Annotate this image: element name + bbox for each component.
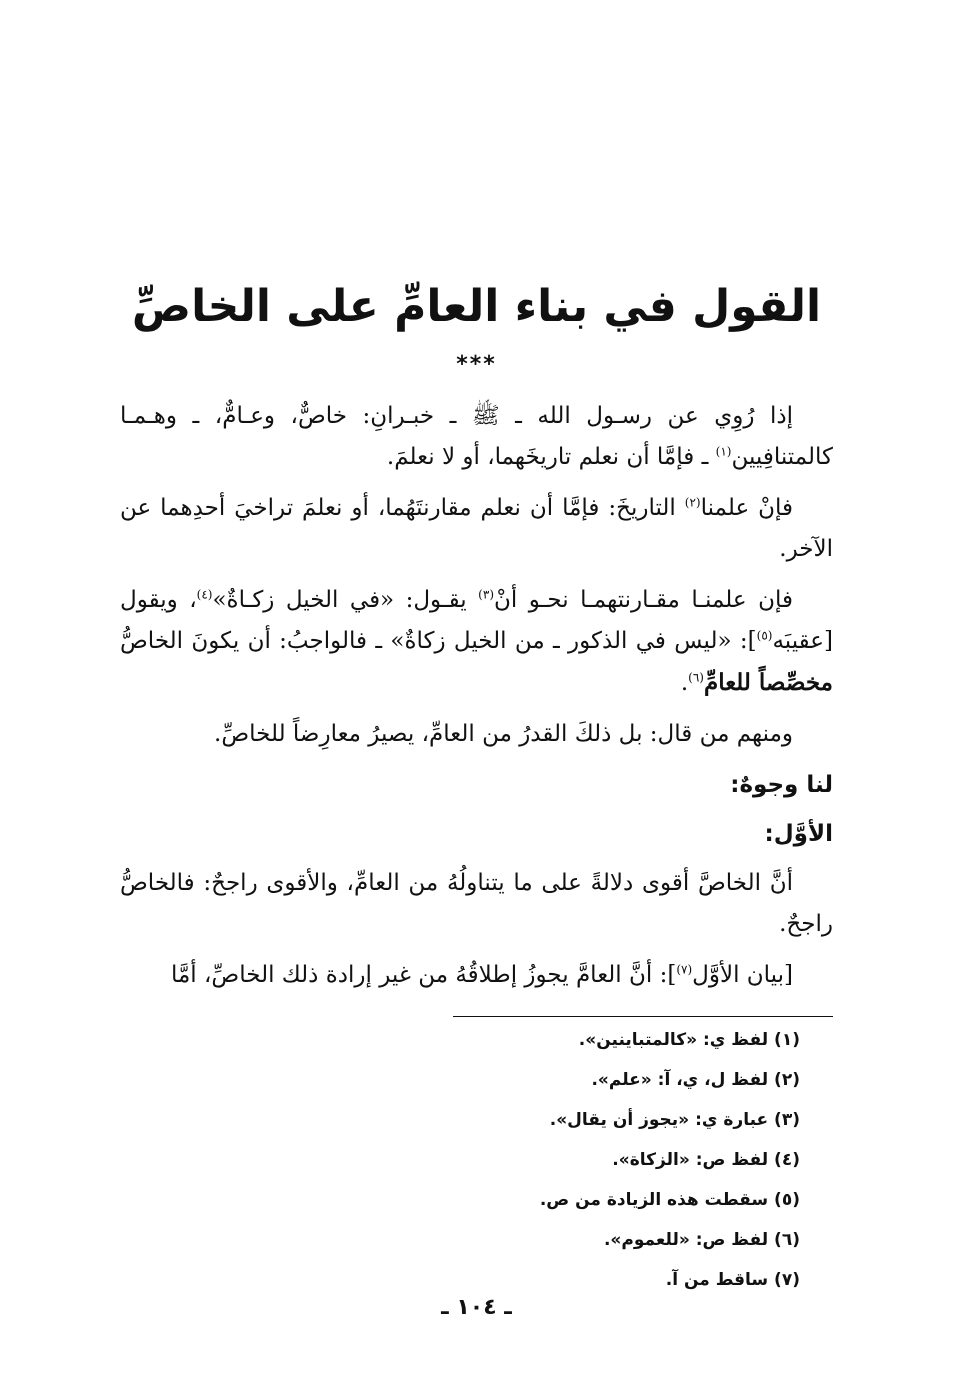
paragraph-1: إذا رُوِي عن رسـول الله ـ ﷺ ـ خبـرانِ: خاصٌّ، وعـامٌّ، ـ وهـمـا كالمتنافِيين$^{(١)}$ ـ فإمَّا أن نعلم تاريخَهما، أو لا نعلمَ.: [120, 403, 833, 470]
heading-first: الأوَّل:: [764, 821, 833, 847]
footnote-4: (٤) لفظ ص: «الزكاة».: [612, 1150, 800, 1170]
ornament-stars: ***: [456, 352, 497, 377]
paragraph-2: فإنْ علمنا$^{(٢)}$ التاريخَ: فإمَّا أن نعلم مقارنتَهُما، أو نعلمَ تراخيَ أحدِهما عن الآخر.: [120, 495, 833, 562]
footnote-7: (٧) ساقط من آ.: [665, 1270, 800, 1290]
footnote-ref-5: (٥): [756, 628, 773, 643]
footnotes-list: [120, 1020, 800, 1300]
footnote-ref-1: (١): [715, 444, 732, 459]
footnote-1: (١) لفظ ي: «كالمتباينين».: [578, 1030, 800, 1050]
main-text: [120, 396, 833, 996]
paragraph-6: [بيان الأوَّل$^{(٧)}$]: أنَّ العامَّ يجوزُ إطلاقُهُ من غير إرادة ذلك الخاصِّ، أمَّا: [170, 962, 793, 988]
footnote-ref-7: (٧): [676, 962, 693, 977]
bold-phrase: مخصِّصاً للعامِّ: [703, 669, 833, 696]
footnote-ref-4: (٤): [196, 587, 213, 602]
chapter-title: القول في بناء العامِّ على الخاصِّ: [131, 281, 822, 332]
footnote-divider: [453, 1016, 833, 1017]
paragraph-5: أنَّ الخاصَّ أقوى دلالةً على ما يتناولُهُ من العامِّ، والأقوى راجحٌ: فالخاصُّ راجحٌ.: [120, 870, 833, 937]
footnote-ref-6: (٦): [688, 670, 704, 685]
footnote-ref-2: (٢): [684, 495, 701, 510]
footnote-6: (٦) لفظ ص: «للعموم».: [603, 1230, 800, 1250]
footnote-2: (٢) لفظ ل، ي، آ: «علم».: [591, 1070, 800, 1090]
footnote-3: (٣) عبارة ي: «يجوز أن يقال».: [549, 1110, 800, 1130]
paragraph-4: ومنهم من قال: بل ذلكَ القدرُ من العامِّ، يصيرُ معارِضاً للخاصِّ.: [214, 721, 793, 747]
heading-our-reasons: لنا وجوهٌ:: [730, 772, 833, 798]
footnote-5: (٥) سقطت هذه الزيادة من ص.: [539, 1190, 800, 1210]
footnote-ref-3: (٣): [478, 587, 494, 602]
paragraph-3: فإن علمنـا مقـارنتهمـا نحـو أنْ$^{(٣)}$ يقـول: «في الخيل زكـاةٌ»$^{(٤)}$، ويقول [عقيبَه$^{(٥)}$]: «ليس في الذكور ـ من الخيل زكاةٌ» ـ فالواجبُ: أن يكونَ الخاصُّ مخصِّصاً للعامِّ$^{(٦)}$.: [120, 587, 833, 696]
page-number: ـ ١٠٤ ـ: [441, 1295, 512, 1320]
